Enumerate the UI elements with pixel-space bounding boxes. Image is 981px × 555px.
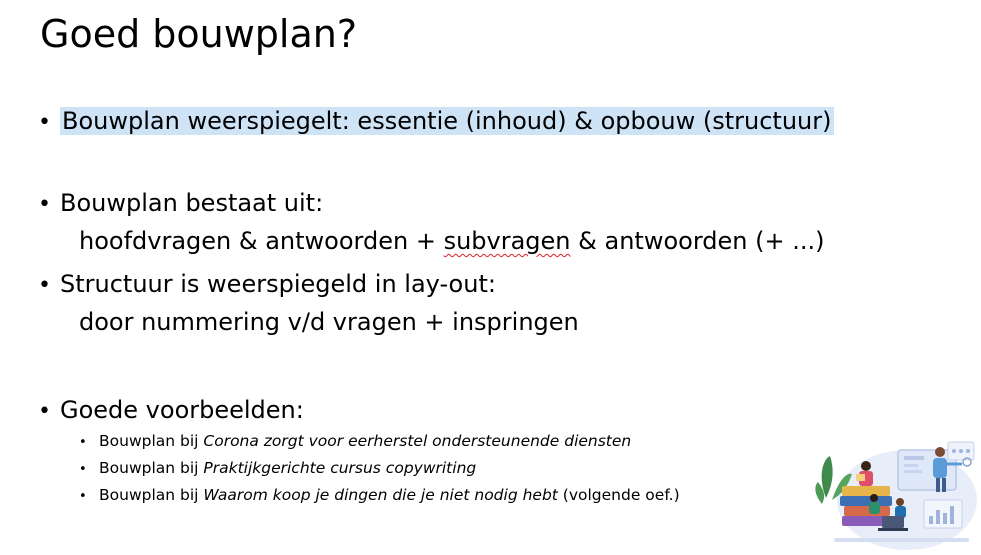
bullet-2-sub-after: & antwoorden (+ ...) [570, 227, 825, 255]
bullet-2-text: Bouwplan bestaat uit: [60, 189, 324, 217]
bullet-2 [38, 184, 323, 224]
online-learning-illustration [812, 438, 977, 553]
spellcheck-word: subvragen [443, 227, 571, 255]
bullet-4 [38, 391, 304, 431]
bullet-3 [38, 265, 496, 305]
example-prefix: Bouwplan bij [99, 459, 204, 477]
bullet-1-text: Bouwplan weerspiegelt: essentie (inhoud) & opbouw (structuur) [62, 107, 832, 135]
bullet-dot: • [79, 489, 87, 504]
example-prefix: Bouwplan bij [99, 486, 204, 504]
bullet-4-text: Goede voorbeelden: [60, 396, 304, 424]
bullet-1 [38, 102, 834, 142]
example-1 [79, 430, 631, 454]
bullet-dot: • [38, 110, 51, 135]
bullet-3-text: Structuur is weerspiegeld in lay-out: [60, 270, 496, 298]
example-title: Praktijkgerichte cursus copywriting [203, 459, 477, 477]
bullet-dot: • [79, 462, 87, 477]
example-2 [79, 457, 476, 481]
example-suffix: (volgende oef.) [557, 486, 680, 504]
bullet-dot: • [38, 273, 51, 298]
bullet-dot: • [38, 399, 51, 424]
illustration-graphic [812, 438, 977, 553]
example-prefix: Bouwplan bij [99, 432, 204, 450]
bullet-dot: • [38, 192, 51, 217]
example-title: Corona zorgt voor eerherstel ondersteunende diensten [203, 432, 632, 450]
bullet-2-sub-before: hoofdvragen & antwoorden + [79, 227, 444, 255]
slide-title: Goed bouwplan? [40, 12, 358, 56]
bullet-dot: • [79, 435, 87, 450]
bullet-3-subline: door nummering v/d vragen + inspringen [79, 308, 579, 336]
example-title: Waarom koop je dingen die je niet nodig hebt [203, 486, 558, 504]
bullet-2-subline [79, 222, 824, 260]
example-3 [79, 484, 680, 508]
